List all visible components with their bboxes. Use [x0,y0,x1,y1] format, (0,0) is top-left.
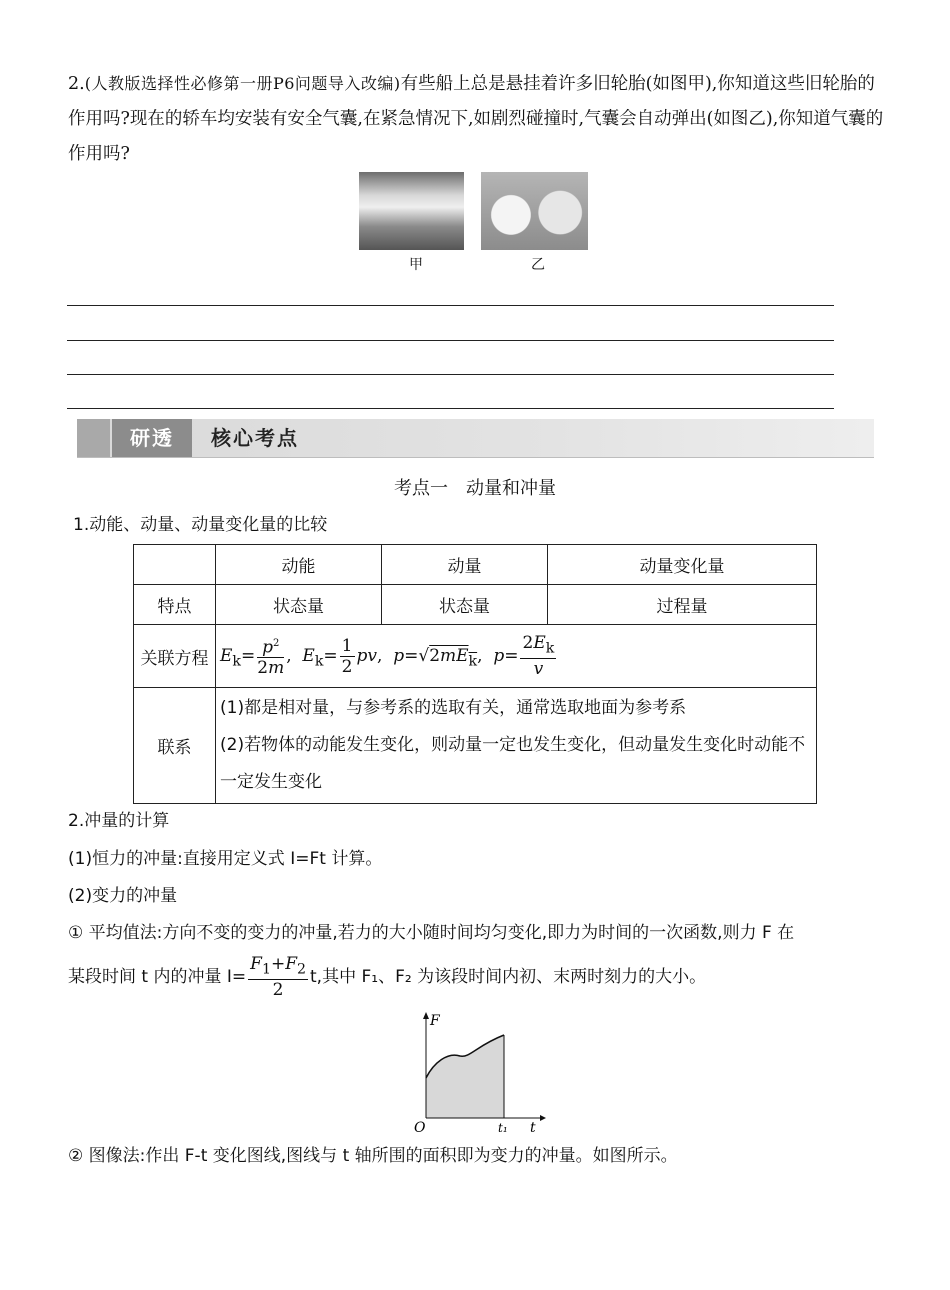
origin-label: O [414,1120,426,1135]
link-cell [216,688,817,804]
answer-line-3[interactable] [67,374,834,375]
airbag-photo [481,172,588,250]
f-axis-arrow [423,1012,429,1019]
header-momentum-change: 动量变化量 [548,545,817,585]
avg-text-pre: 某段时间 t 内的冲量 I= [68,967,247,988]
question-2 [68,66,888,172]
f-axis-label: F [430,1013,440,1029]
section-banner [77,419,874,458]
impulse-graph-method: ② 图像法:作出 F-t 变化图线,图线与 t 轴所围的面积即为变力的冲量。如图所示。 [68,1146,678,1166]
caption-a: 甲 [409,257,423,273]
t-axis-arrow [540,1115,546,1121]
impulse-constant: (1)恒力的冲量:直接用定义式 I=Ft 计算。 [68,849,383,869]
compare-heading: 1.动能、动量、动量变化量的比较 [73,515,328,535]
impulse-heading: 2.冲量的计算 [68,811,170,831]
row-label-link: 联系 [134,688,216,804]
relation-formulas: $E_k=$ $\frac{p^2}{2m}$ , $E_k=$ $\frac{1}{2}$ pv, $p=√2mE_k$, p= $\frac{2E_k}{v}$ [220,632,555,680]
answer-line-1[interactable] [67,305,834,306]
row-label-feature: 特点 [134,585,216,625]
banner-accent [77,419,110,457]
question-number: 2. [68,74,85,94]
table-row [134,585,817,625]
banner-title: 核心考点 [211,426,299,450]
impulse-area [426,1035,504,1118]
avg-fraction: $\frac{F_1+F_2}{2}$ [250,954,307,1001]
formula-cell [216,625,817,688]
impulse-variable: (2)变力的冲量 [68,886,178,906]
answer-line-2[interactable] [67,340,834,341]
link-line-2: (2)若物体的动能发生变化，则动量一定也发生变化，但动量发生变化时动能不一定发生变化 [220,735,806,792]
question-body: 有些船上总是悬挂着许多旧轮胎(如图甲),你知道这些旧轮胎的作用吗?现在的轿车均安装有安全气囊,在紧急情况下,如剧烈碰撞时,气囊会自动弹出(如图乙),你知道气囊的作用吗? [68,74,884,164]
t1-label: t₁ [498,1121,508,1135]
answer-line-4[interactable] [67,408,834,409]
ship-tires-photo [359,172,464,250]
table-cell-empty [134,545,216,585]
table-row [134,625,817,688]
row-label-formula: 关联方程 [134,625,216,688]
table-row [134,545,817,585]
header-momentum: 动量 [382,545,548,585]
t-axis-label: t [530,1120,536,1135]
comparison-table [133,544,817,804]
feature-kinetic: 状态量 [216,585,382,625]
avg-text-post: t,其中 F₁、F₂ 为该段时间内初、末两时刻力的大小。 [310,967,707,988]
section-title: 考点一 动量和冲量 [394,478,556,499]
impulse-average-2 [68,954,888,1000]
feature-change: 过程量 [548,585,817,625]
banner-tag: 研透 [112,419,192,457]
impulse-average-1: ① 平均值法:方向不变的变力的冲量,若力的大小随时间均匀变化,即力为时间的一次函数,则力 F 在 [68,923,795,943]
caption-b: 乙 [531,257,545,273]
table-row [134,688,817,804]
header-kinetic-energy: 动能 [216,545,382,585]
feature-momentum: 状态量 [382,585,548,625]
link-line-1: (1)都是相对量，与参考系的选取有关，通常选取地面为参考系 [220,698,687,718]
question-source: (人教版选择性必修第一册P6问题导入改编) [84,74,401,93]
f-t-graph [408,1010,548,1135]
